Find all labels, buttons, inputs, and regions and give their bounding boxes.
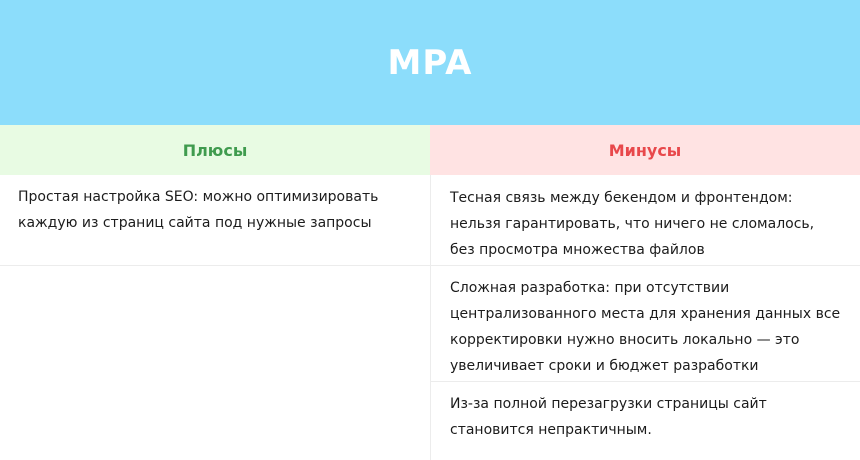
cons-item: Тесная связь между бекендом и фронтендом: нельзя гарантировать, что ничего не сломалось, без просмотра множества файлов (450, 190, 815, 258)
header-banner (0, 0, 860, 125)
page-title: MPA (387, 42, 473, 83)
pros-item: Простая настройка SEO: можно оптимизировать каждую из страниц сайта под нужные запросы (18, 189, 379, 231)
cons-column-header: Минусы (430, 125, 860, 175)
row-divider (0, 265, 430, 266)
cons-item: Из-за полной перезагрузки страницы сайт становится непрактичным. (450, 396, 767, 438)
cons-item: Сложная разработка: при отсутствии централизованного места для хранения данных все корректировки нужно вносить локально — это увеличивает сроки и бюджет разработки (450, 280, 841, 374)
pros-column-header: Плюсы (0, 125, 430, 175)
